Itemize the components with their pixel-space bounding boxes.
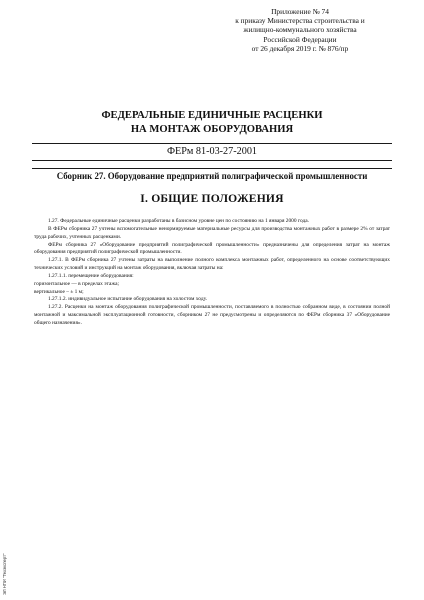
appendix-header	[200, 7, 400, 53]
divider	[32, 160, 392, 161]
divider	[32, 143, 392, 144]
appendix-line: жилищно-коммунального хозяйства	[243, 25, 357, 35]
appendix-line: к приказу Министерства строительства и	[235, 16, 365, 26]
title-line: ФЕДЕРАЛЬНЫЕ ЕДИНИЧНЫЕ РАСЦЕНКИ	[101, 110, 323, 121]
side-watermark-label: ЭЛ НПИ "Техэксперт"	[2, 553, 7, 595]
paragraph: горизонтальное — в пределах этажа;	[34, 280, 119, 287]
paragraph: ФЕРм сборника 27 «Оборудование предприятий полиграфической промышленности» предназначены для определения затрат на монтаж оборудования предприятий полиграфической промышленности.	[34, 241, 390, 256]
paragraph: 1.27. Федеральные единичные расценки разработаны в базисном уровне цен по состоянию на 1 января 2000 года.	[48, 218, 310, 224]
collection-title: Сборник 27. Оборудование предприятий полиграфической промышленности	[56, 171, 368, 181]
paragraph: 1.27.1.2. индивидуальное испытание оборудования на холостом ходу.	[48, 296, 208, 303]
paragraph: В ФЕРм сборника 27 учтены вспомогательные ненормируемые материальные ресурсы для производства монтажных работ в размере 2% от затрат труда рабочих, учтенных расценками.	[34, 225, 390, 240]
divider	[32, 168, 392, 169]
title-line: НА МОНТАЖ ОБОРУДОВАНИЯ	[130, 123, 294, 135]
paragraph: 1.27.1.1. перемещение оборудования:	[48, 272, 134, 279]
appendix-line: от 26 декабря 2019 г. № 876/пр	[251, 43, 349, 53]
document-code: ФЕРм 81-03-27-2001	[166, 146, 258, 157]
appendix-line: Приложение № 74	[271, 7, 329, 16]
section-heading: I. ОБЩИЕ ПОЛОЖЕНИЯ	[140, 192, 284, 205]
body-text	[34, 218, 390, 328]
appendix-line: Российской Федерации	[263, 34, 337, 44]
paragraph: 1.27.1. В ФЕРм сборника 27 учтены затраты на выполнение полного комплекса монтажных работ, определенного на основе соответствующих технических условий и инструкций на монтаж оборудования, включая затраты на:	[34, 257, 390, 272]
paragraph: 1.27.2. Расценки на монтаж оборудования полиграфической промышленности, поставляемого в полностью собранном виде, в состоянии полной монтажной и максимальной эксплуатационной готовности, сборником 27 не предусмотрены и определяются по ФЕРм сборника 37 «Оборудование общего назначения».	[34, 304, 390, 326]
paragraph: вертикальное – ± 1 м;	[34, 288, 84, 295]
document-title	[40, 109, 384, 136]
